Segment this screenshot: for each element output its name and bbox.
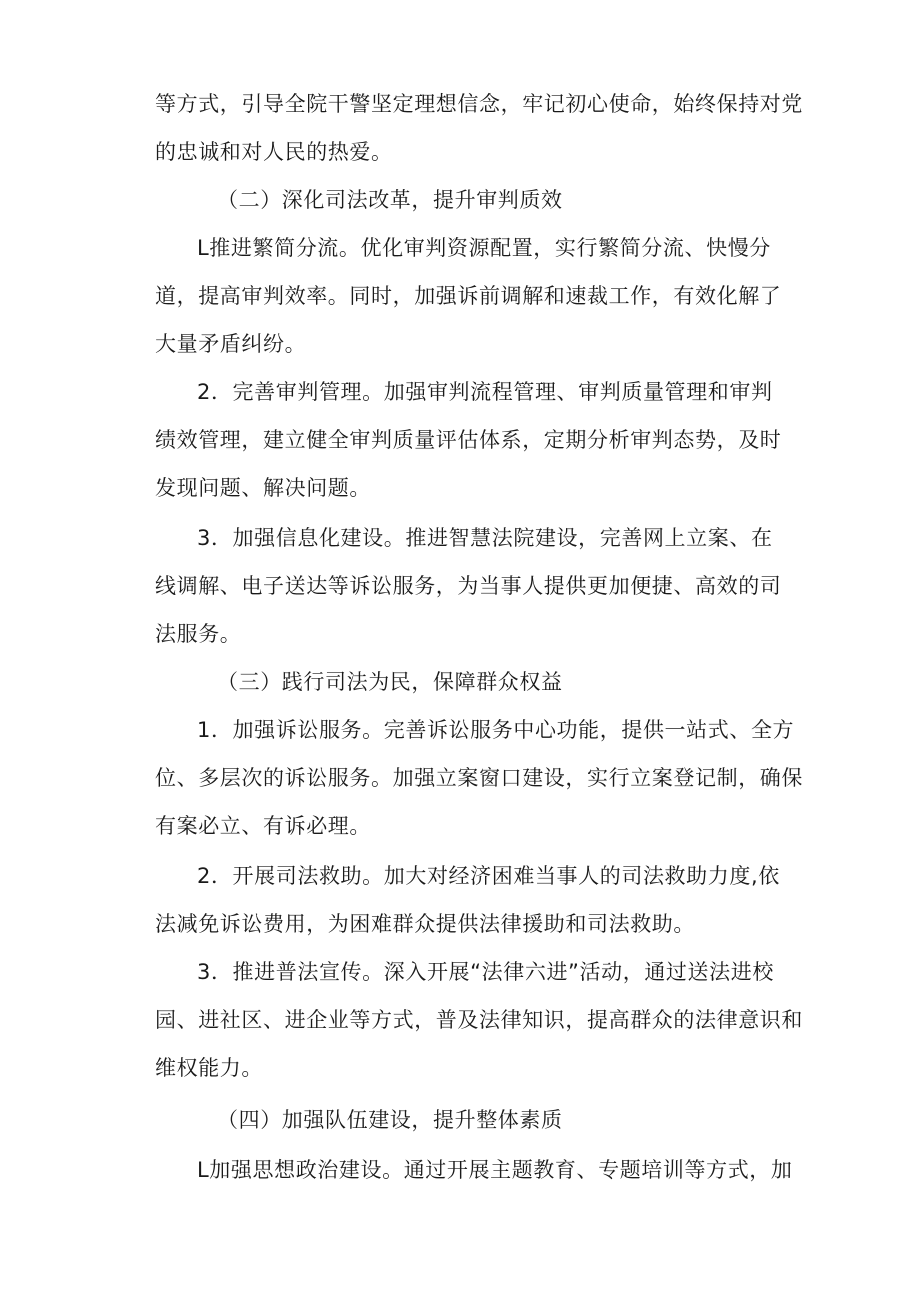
paragraph-line: L加强思想政治建设。通过开展主题教育、专题培训等方式，加	[197, 1158, 793, 1182]
paragraph-line: 的忠诚和对人民的热爱。	[155, 140, 393, 164]
section-heading-2: （二）深化司法改革，提升审判质效	[217, 188, 563, 212]
paragraph-line: 有案必立、有诉必理。	[155, 814, 371, 838]
paragraph-line: 绩效管理，建立健全审判质量评估体系，定期分析审判态势，及时	[155, 428, 782, 452]
paragraph-line: 等方式，引导全院干警坚定理想信念，牢记初心使命，始终保持对党	[155, 92, 803, 116]
paragraph-line: 1．加强诉讼服务。完善诉讼服务中心功能，提供一站式、全方	[197, 718, 795, 742]
paragraph-line: 大量矛盾纠纷。	[155, 332, 307, 356]
paragraph-line: 3．加强信息化建设。推进智慧法院建设，完善网上立案、在	[197, 526, 773, 550]
paragraph-line: 2．完善审判管理。加强审判流程管理、审判质量管理和审判	[197, 380, 773, 404]
paragraph-line: L推进繁简分流。优化审判资源配置，实行繁简分流、快慢分	[197, 236, 771, 260]
paragraph-line: 法减免诉讼费用，为困难群众提供法律援助和司法救助。	[155, 912, 695, 936]
paragraph-line: 法服务。	[155, 622, 242, 646]
paragraph-line: 维权能力。	[155, 1056, 263, 1080]
paragraph-line: 线调解、电子送达等诉讼服务，为当事人提供更加便捷、高效的司	[155, 574, 782, 598]
paragraph-line: 发现问题、解决问题。	[155, 476, 371, 500]
section-heading-4: （四）加强队伍建设，提升整体素质	[217, 1108, 563, 1132]
section-heading-3: （三）践行司法为民，保障群众权益	[217, 670, 563, 694]
paragraph-line: 位、多层次的诉讼服务。加强立案窗口建设，实行立案登记制，确保	[155, 766, 803, 790]
paragraph-line: 3．推进普法宣传。深入开展“法律六进”活动，通过送法进校	[197, 960, 774, 984]
paragraph-line: 园、进社区、进企业等方式，普及法律知识，提高群众的法律意识和	[155, 1008, 803, 1032]
paragraph-line: 道，提高审判效率。同时，加强诉前调解和速裁工作，有效化解了	[155, 284, 782, 308]
paragraph-line: 2．开展司法救助。加大对经济困难当事人的司法救助力度,依	[197, 864, 780, 888]
